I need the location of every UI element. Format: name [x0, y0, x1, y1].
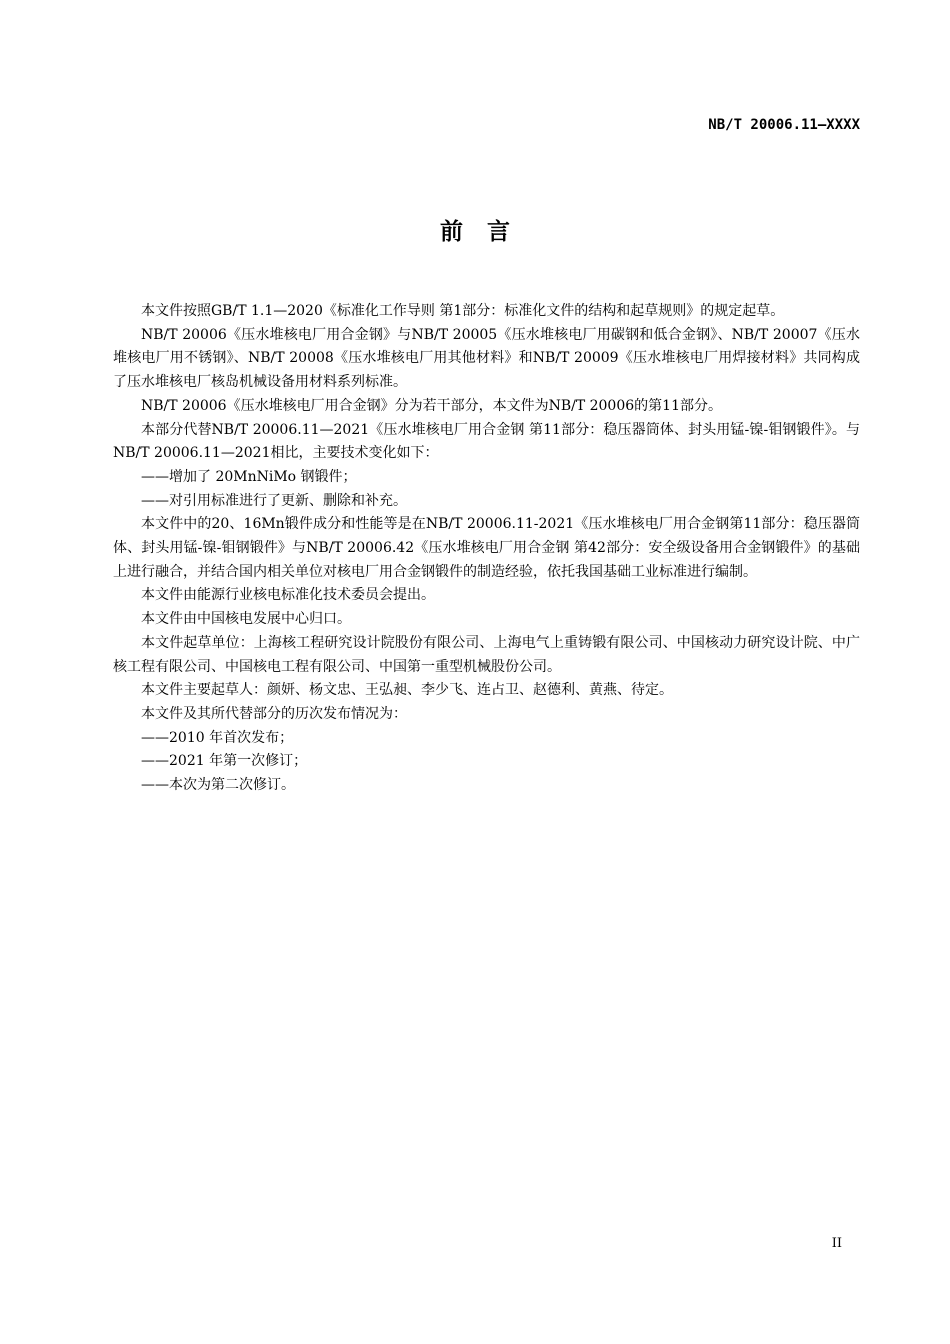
- paragraph: 本文件主要起草人：颜妍、杨文忠、王弘昶、李少飞、连占卫、赵德利、黄燕、待定。: [141, 682, 673, 699]
- page-number: II: [831, 1236, 842, 1251]
- list-item: ——2010 年首次发布；: [141, 729, 294, 746]
- paragraph: 本文件及其所代替部分的历次发布情况为：: [141, 705, 407, 722]
- list-item: ——2021 年第一次修订；: [141, 753, 308, 770]
- list-item: ——本次为第二次修订。: [141, 777, 295, 794]
- paragraph: 本文件按照GB/T 1.1—2020《标准化工作导则 第1部分：标准化文件的结构和起草规则》的规定起草。: [141, 303, 785, 319]
- foreword-body: [113, 300, 860, 798]
- paragraph: NB/T 20006《压水堆核电厂用合金钢》分为若干部分，本文件为NB/T 20006的第11部分。: [141, 397, 722, 414]
- paragraph: 本文件由中国核电发展中心归口。: [141, 611, 351, 628]
- paragraph: NB/T 20006《压水堆核电厂用合金钢》与NB/T 20005《压水堆核电厂用碳钢和低合金钢》、NB/T 20007《压水堆核电厂用不锈钢》、NB/T 20008《压水堆核电厂用其他材料》和NB/T 20009《压水堆核电厂用焊接材料》共同构成了压水堆核电厂核岛机械设备用材料系列标准。: [113, 326, 860, 391]
- paragraph: 本文件起草单位：上海核工程研究设计院股份有限公司、上海电气上重铸锻有限公司、中国核动力研究设计院、中广核工程有限公司、中国核电工程有限公司、中国第一重型机械股份公司。: [113, 634, 860, 675]
- standard-code: NB/T 20006.11—XXXX: [708, 117, 860, 133]
- paragraph: 本文件中的20、16Mn锻件成分和性能等是在NB/T 20006.11-2021《压水堆核电厂用合金钢第11部分：稳压器筒体、封头用锰-镍-钼钢锻件》与NB/T 20006.42《压水堆核电厂用合金钢 第42部分：安全级设备用合金钢锻件》的基础上进行融合，并结合国内相关单位对核电厂用合金钢锻件的制造经验，依托我国基础工业标准进行编制。: [113, 516, 860, 580]
- list-item: ——对引用标准进行了更新、删除和补充。: [141, 492, 407, 509]
- list-item: ——增加了 20MnNiMo 钢锻件；: [141, 468, 357, 485]
- paragraph: 本部分代替NB/T 20006.11—2021《压水堆核电厂用合金钢 第11部分：稳压器筒体、封头用锰-镍-钼钢锻件》。与NB/T 20006.11—2021相比，主要技术变化如下：: [113, 421, 860, 462]
- paragraph: 本文件由能源行业核电标准化技术委员会提出。: [141, 587, 435, 604]
- page-title: 前言: [440, 219, 534, 245]
